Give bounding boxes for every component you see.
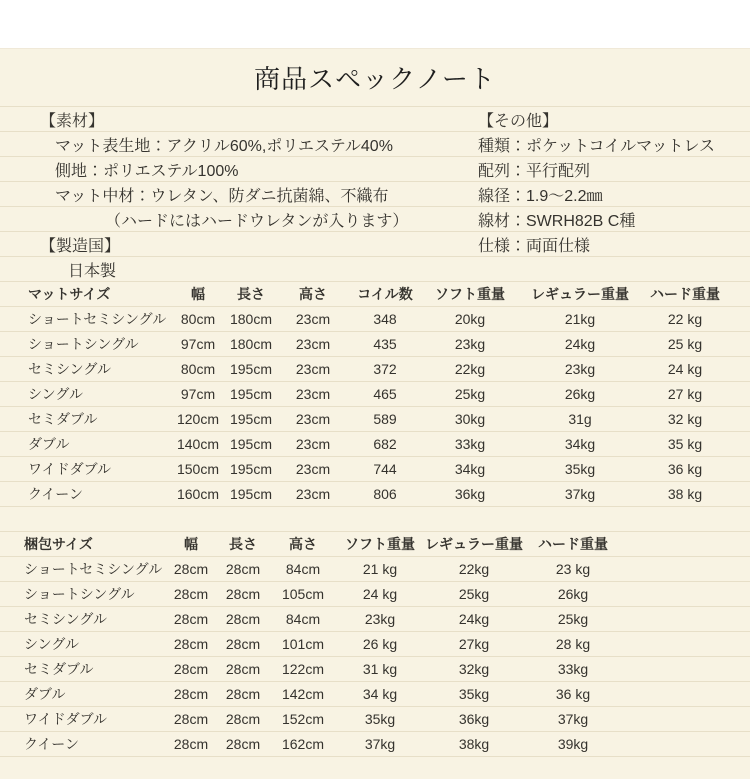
value-cell: 122cm: [281, 661, 325, 677]
info-row: [0, 107, 750, 132]
value-cell: 23cm: [295, 461, 331, 477]
size-name-cell: ワイドダブル: [24, 711, 108, 727]
value-cell: 28cm: [225, 586, 261, 602]
size-name-cell: セミシングル: [28, 361, 111, 377]
value-cell: 142cm: [281, 686, 325, 702]
column-header: マットサイズ: [28, 286, 111, 302]
table-row: [0, 607, 750, 632]
column-header: ハード重量: [650, 286, 720, 302]
value-cell: 35kg: [564, 461, 596, 477]
column-header: 長さ: [237, 286, 265, 302]
column-header: 長さ: [229, 536, 257, 552]
value-cell: 25kg: [454, 386, 486, 402]
spacer-row: [0, 507, 750, 532]
origin-value: 日本製: [68, 262, 117, 280]
value-cell: 435: [373, 336, 397, 352]
value-cell: 101cm: [281, 636, 325, 652]
value-cell: 23kg: [364, 611, 396, 627]
table-row: [0, 407, 750, 432]
column-header: 梱包サイズ: [24, 536, 93, 552]
value-cell: 28cm: [225, 711, 261, 727]
value-cell: 22 kg: [667, 311, 703, 327]
value-cell: 28cm: [173, 686, 209, 702]
value-cell: 140cm: [176, 436, 220, 452]
value-cell: 21 kg: [362, 561, 398, 577]
value-cell: 162cm: [281, 736, 325, 752]
value-cell: 34 kg: [362, 686, 398, 702]
value-cell: 26 kg: [362, 636, 398, 652]
value-cell: 23cm: [295, 411, 331, 427]
size-name-cell: ショートシングル: [28, 336, 139, 352]
value-cell: 28 kg: [555, 636, 591, 652]
value-cell: 24 kg: [667, 361, 703, 377]
value-cell: 180cm: [229, 311, 273, 327]
materials-line: マット表生地：アクリル60%,ポリエステル40%: [55, 137, 393, 155]
value-cell: 84cm: [285, 611, 321, 627]
mat-table-body: [0, 307, 750, 507]
value-cell: 37kg: [564, 486, 596, 502]
value-cell: 160cm: [176, 486, 220, 502]
value-cell: 120cm: [176, 411, 220, 427]
value-cell: 80cm: [180, 311, 216, 327]
value-cell: 23cm: [295, 336, 331, 352]
info-row: [0, 157, 750, 182]
info-row: [0, 182, 750, 207]
value-cell: 80cm: [180, 361, 216, 377]
value-cell: 38 kg: [667, 486, 703, 502]
materials-line: （ハードにはハードウレタンが入ります）: [105, 212, 409, 230]
other-line: 配列：平行配列: [478, 162, 591, 180]
value-cell: 23 kg: [555, 561, 591, 577]
info-row: [0, 207, 750, 232]
value-cell: 25 kg: [667, 336, 703, 352]
info-row: [0, 132, 750, 157]
size-name-cell: ダブル: [28, 436, 70, 452]
column-header: コイル数: [357, 286, 413, 302]
info-row: [0, 257, 750, 282]
value-cell: 150cm: [176, 461, 220, 477]
package-size-table: [0, 532, 750, 757]
page-title: 商品スペックノート: [254, 64, 496, 94]
value-cell: 32 kg: [667, 411, 703, 427]
other-heading: 【その他】: [478, 112, 559, 130]
value-cell: 195cm: [229, 386, 273, 402]
size-name-cell: ショートセミシングル: [24, 561, 163, 577]
value-cell: 27kg: [458, 636, 490, 652]
value-cell: 28cm: [173, 611, 209, 627]
value-cell: 97cm: [180, 386, 216, 402]
value-cell: 34kg: [454, 461, 486, 477]
value-cell: 97cm: [180, 336, 216, 352]
value-cell: 28cm: [173, 636, 209, 652]
value-cell: 23cm: [295, 386, 331, 402]
size-name-cell: ダブル: [24, 686, 66, 702]
table-row: [0, 657, 750, 682]
value-cell: 35kg: [458, 686, 490, 702]
value-cell: 28cm: [225, 561, 261, 577]
value-cell: 28cm: [173, 586, 209, 602]
value-cell: 195cm: [229, 486, 273, 502]
value-cell: 23cm: [295, 311, 331, 327]
value-cell: 806: [373, 486, 397, 502]
size-name-cell: クイーン: [28, 486, 84, 502]
mat-table-header-row: [0, 282, 750, 307]
size-name-cell: クイーン: [24, 736, 80, 752]
column-header: 幅: [191, 286, 205, 302]
size-name-cell: ワイドダブル: [28, 461, 112, 477]
value-cell: 682: [373, 436, 397, 452]
value-cell: 105cm: [281, 586, 325, 602]
size-name-cell: セミシングル: [24, 611, 107, 627]
value-cell: 24 kg: [362, 586, 398, 602]
value-cell: 26kg: [564, 386, 596, 402]
spec-sheet-paper: [0, 48, 750, 779]
column-header: レギュラー重量: [531, 286, 629, 302]
column-header: レギュラー重量: [425, 536, 523, 552]
table-row: [0, 682, 750, 707]
value-cell: 25kg: [458, 586, 490, 602]
other-line: 仕様：両面仕様: [478, 237, 591, 255]
table-row: [0, 332, 750, 357]
origin-heading: 【製造国】: [40, 237, 121, 255]
value-cell: 24kg: [564, 336, 596, 352]
materials-heading: 【素材】: [40, 112, 105, 130]
size-name-cell: セミダブル: [24, 661, 94, 677]
table-row: [0, 457, 750, 482]
materials-line: 側地：ポリエステル100%: [55, 162, 239, 180]
value-cell: 25kg: [557, 611, 589, 627]
value-cell: 372: [373, 361, 397, 377]
value-cell: 33kg: [454, 436, 486, 452]
value-cell: 33kg: [557, 661, 589, 677]
value-cell: 23cm: [295, 361, 331, 377]
value-cell: 28cm: [225, 686, 261, 702]
column-header: 高さ: [289, 536, 317, 552]
table-row: [0, 382, 750, 407]
value-cell: 26kg: [557, 586, 589, 602]
column-header: 高さ: [299, 286, 327, 302]
value-cell: 28cm: [173, 736, 209, 752]
size-name-cell: シングル: [28, 386, 83, 402]
package-table-header-row: [0, 532, 750, 557]
value-cell: 39kg: [557, 736, 589, 752]
value-cell: 28cm: [225, 636, 261, 652]
value-cell: 36 kg: [667, 461, 703, 477]
value-cell: 32kg: [458, 661, 490, 677]
value-cell: 195cm: [229, 461, 273, 477]
value-cell: 38kg: [458, 736, 490, 752]
table-row: [0, 482, 750, 507]
value-cell: 37kg: [557, 711, 589, 727]
title-block: [0, 49, 750, 106]
value-cell: 36kg: [458, 711, 490, 727]
value-cell: 23cm: [295, 436, 331, 452]
value-cell: 23kg: [564, 361, 596, 377]
info-row: [0, 232, 750, 257]
value-cell: 28cm: [225, 611, 261, 627]
table-row: [0, 707, 750, 732]
other-line: 線径：1.9～2.2㎜: [478, 187, 603, 205]
value-cell: 152cm: [281, 711, 325, 727]
value-cell: 27 kg: [667, 386, 703, 402]
value-cell: 30kg: [454, 411, 486, 427]
package-table-body: [0, 557, 750, 757]
materials-line: マット中材：ウレタン、防ダニ抗菌綿、不織布: [55, 187, 389, 205]
column-header: ソフト重量: [435, 286, 505, 302]
value-cell: 22kg: [458, 561, 490, 577]
size-name-cell: シングル: [24, 636, 79, 652]
value-cell: 23cm: [295, 486, 331, 502]
ruled-content-area: [0, 106, 750, 757]
value-cell: 31g: [568, 411, 592, 427]
table-row: [0, 632, 750, 657]
value-cell: 28cm: [225, 736, 261, 752]
value-cell: 195cm: [229, 411, 273, 427]
size-name-cell: ショートシングル: [24, 586, 135, 602]
value-cell: 195cm: [229, 436, 273, 452]
value-cell: 348: [373, 311, 397, 327]
value-cell: 22kg: [454, 361, 486, 377]
value-cell: 28cm: [173, 561, 209, 577]
value-cell: 34kg: [564, 436, 596, 452]
value-cell: 24kg: [458, 611, 490, 627]
value-cell: 84cm: [285, 561, 321, 577]
column-header: ソフト重量: [345, 536, 415, 552]
value-cell: 35kg: [364, 711, 396, 727]
table-row: [0, 307, 750, 332]
value-cell: 28cm: [173, 711, 209, 727]
value-cell: 35 kg: [667, 436, 703, 452]
value-cell: 37kg: [364, 736, 396, 752]
value-cell: 36 kg: [555, 686, 591, 702]
value-cell: 28cm: [225, 661, 261, 677]
value-cell: 180cm: [229, 336, 273, 352]
value-cell: 20kg: [454, 311, 486, 327]
size-name-cell: ショートセミシングル: [28, 311, 167, 327]
value-cell: 195cm: [229, 361, 273, 377]
mat-size-table: [0, 282, 750, 507]
column-header: ハード重量: [538, 536, 608, 552]
value-cell: 744: [373, 461, 397, 477]
table-row: [0, 432, 750, 457]
table-row: [0, 732, 750, 757]
value-cell: 465: [373, 386, 397, 402]
value-cell: 31 kg: [362, 661, 398, 677]
table-row: [0, 557, 750, 582]
table-row: [0, 357, 750, 382]
size-name-cell: セミダブル: [28, 411, 98, 427]
value-cell: 589: [373, 411, 397, 427]
other-line: 線材：SWRH82B C種: [478, 212, 636, 230]
other-line: 種類：ポケットコイルマットレス: [478, 137, 715, 155]
column-header: 幅: [184, 536, 198, 552]
value-cell: 36kg: [454, 486, 486, 502]
value-cell: 21kg: [564, 311, 596, 327]
value-cell: 23kg: [454, 336, 486, 352]
table-row: [0, 582, 750, 607]
value-cell: 28cm: [173, 661, 209, 677]
